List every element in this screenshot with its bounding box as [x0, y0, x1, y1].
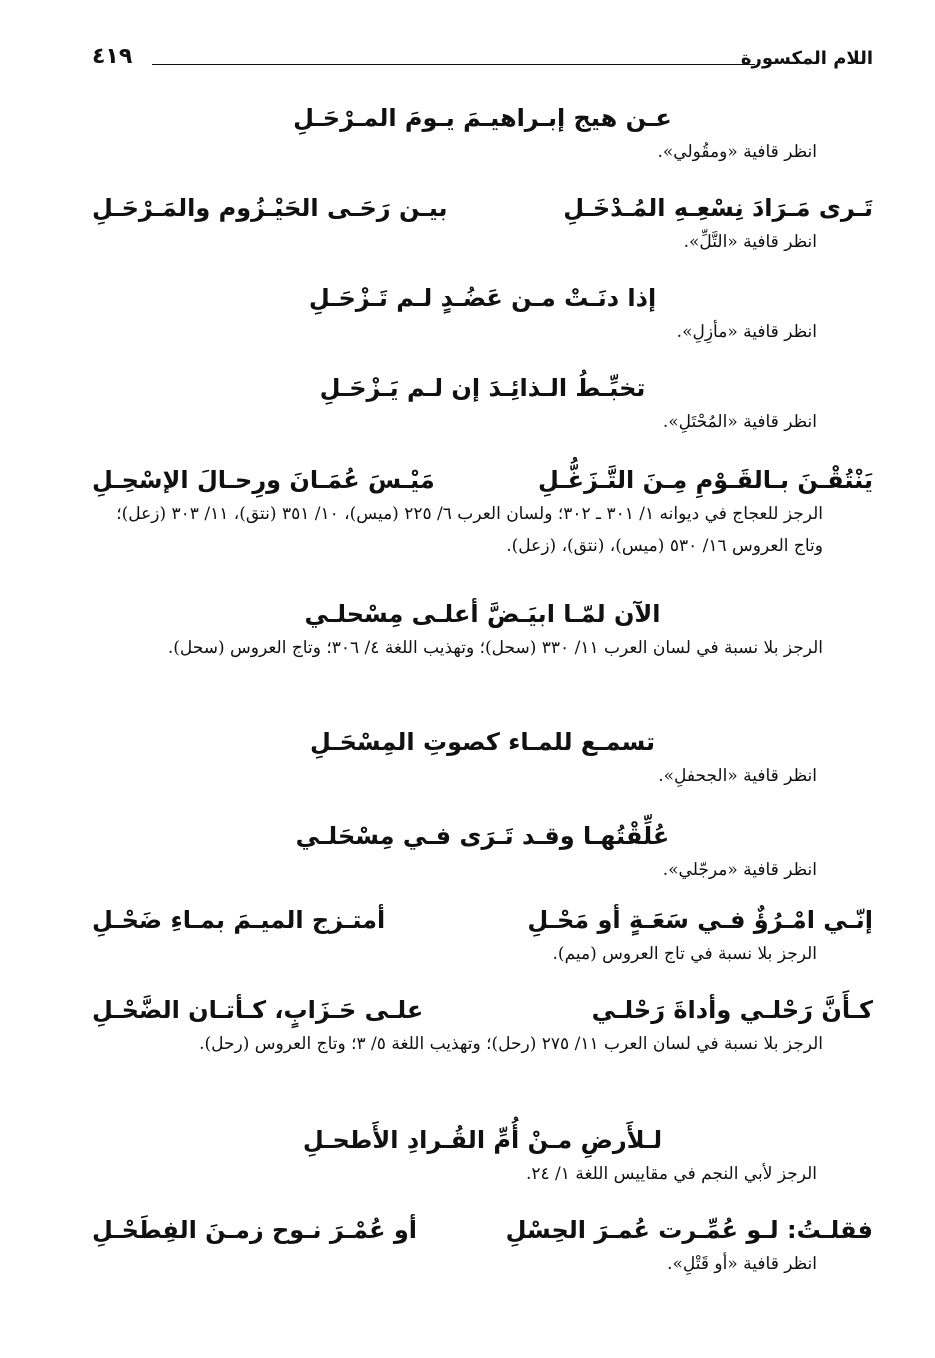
hemistich-right: يَنْتُقْـنَ بـالقَـوْمِ مِـنَ التَّـزَغُّـلِ	[538, 466, 873, 494]
verse-line	[92, 462, 873, 498]
verse-line	[92, 992, 873, 1028]
hemistich-left: علـى حَـزَابٍ، كـأتـان الضَّحْـلِ	[92, 996, 424, 1024]
verse-note: انظر قافية «الجحفلِ».	[658, 766, 817, 786]
hemistich-right: فقلـتُ: لـو عُمِّـرت عُمـرَ الحِسْلِ	[505, 1216, 873, 1244]
hemistich-left: أمتـزج الميـمَ بمـاءِ ضَحْـلِ	[92, 906, 386, 934]
chapter-title: اللام المكسورة	[740, 48, 873, 69]
verse-note: انظر قافية «المُحْتَلِ».	[662, 412, 817, 432]
verse-line: عُلِّقْتُهـا وقـد تَـرَى فـي مِسْحَلـي	[295, 822, 670, 850]
verse-note: انظر قافية «مأزِلِ».	[676, 322, 817, 342]
verse-entry	[92, 190, 873, 258]
verse-line: إذا دنَـتْ مـن عَضُـدٍ لـم تَـزْحَـلِ	[308, 284, 657, 312]
verse-note: الرجز بلا نسبة في تاج العروس (ميم).	[552, 944, 817, 964]
hemistich-left: بيـن رَحَـى الحَيْـزُوم والمَـرْحَـلِ	[92, 194, 448, 222]
hemistich-left: أو عُمْـرَ نـوح زمـنَ الفِطَحْـلِ	[92, 1216, 418, 1244]
verse-line: تسمـع للمـاء كصوتِ المِسْحَـلِ	[309, 728, 655, 756]
header-divider	[152, 64, 755, 65]
verse-line: لـلأَرضِ مـنْ أُمِّ القُـرادِ الأَطحـلِ	[302, 1126, 663, 1154]
verse-note: الرجز لأبي النجم في مقاييس اللغة ١/ ٢٤.	[525, 1164, 817, 1184]
verse-entry	[92, 1212, 873, 1280]
hemistich-right: كـأَنَّ رَحْلـي وأداةَ رَحْلـي	[591, 996, 873, 1024]
verse-entry	[92, 818, 873, 886]
verse-note: الرجز بلا نسبة في لسان العرب ١١/ ٣٣٠ (سحل)؛ وتهذيب اللغة ٤/ ٣٠٦؛ وتاج العروس (سحل).	[167, 638, 823, 658]
verse-line: عـن هيج إبـراهيـمَ يـومَ المـرْحَـلِ	[293, 104, 672, 132]
verse-entry	[92, 100, 873, 168]
verse-note: انظر قافية «التَّلِّ».	[683, 232, 817, 252]
verse-entry	[92, 724, 873, 792]
hemistich-right: تَـرى مَـرَادَ نِسْعِـهِ المُـدْخَـلِ	[563, 194, 873, 222]
verse-note: انظر قافية «أو قَتْلِ».	[667, 1254, 817, 1274]
page-number: ٤١٩	[92, 44, 133, 69]
verse-line	[92, 1212, 873, 1248]
verse-entry	[92, 596, 873, 664]
verse-note: انظر قافية «مرجّلي».	[662, 860, 817, 880]
verse-entry	[92, 370, 873, 438]
verse-note: الرجز للعجاج في ديوانه ١/ ٣٠١ ـ ٣٠٢؛ ولسان العرب ٦/ ٢٢٥ (ميس)، ١٠/ ٣٥١ (نتق)، ١١/ ٣٠٣ (زعل)؛ وتاج العروس ١٦/ ٥٣٠ (ميس)، (نتق)، (زعل).	[116, 504, 823, 556]
verse-line	[92, 190, 873, 226]
verse-entry	[92, 902, 873, 970]
verse-entry	[92, 280, 873, 348]
verse-entry	[92, 462, 873, 562]
verse-note: انظر قافية «ومقُولي».	[657, 142, 817, 162]
verse-line: تخبِّـطُ الـذائِـدَ إن لـم يَـزْحَـلِ	[319, 374, 646, 402]
verse-entry	[92, 1122, 873, 1190]
verse-line: الآن لمّـا ابيَـضَّ أعلـى مِسْحلـي	[304, 600, 661, 628]
verse-note: الرجز بلا نسبة في لسان العرب ١١/ ٢٧٥ (رحل)؛ وتهذيب اللغة ٥/ ٣؛ وتاج العروس (رحل).	[199, 1034, 823, 1054]
page-header	[92, 44, 873, 80]
verse-entry	[92, 992, 873, 1060]
hemistich-left: مَيْـسَ عُمَـانَ ورِحـالَ الإسْحِـلِ	[92, 466, 435, 494]
hemistich-right: إنّـي امْـرُؤٌ فـي سَعَـةٍ أو مَحْـلِ	[527, 906, 873, 934]
verse-line	[92, 902, 873, 938]
